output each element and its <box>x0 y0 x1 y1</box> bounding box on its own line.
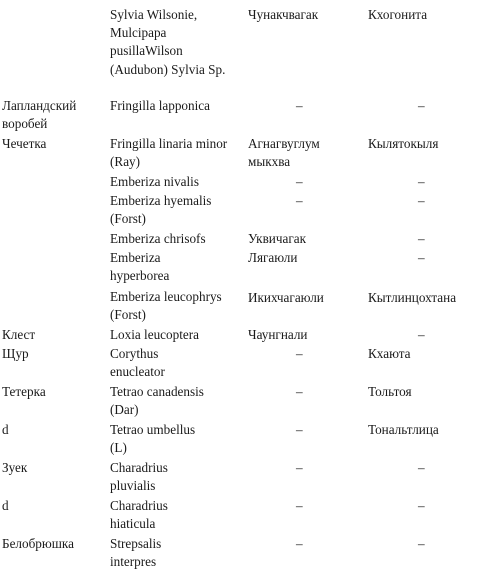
native-name-1: – <box>296 193 303 208</box>
native-name-2: Кытлинцохтана <box>368 290 457 305</box>
native-name-2: – <box>418 498 425 513</box>
russian-name: Тетерка <box>2 384 46 399</box>
russian-name: Белобрюшка <box>2 536 74 551</box>
native-name-2: – <box>418 231 425 246</box>
russian-name: Зуек <box>2 460 28 475</box>
latin-name: Strepsalis interpres <box>110 536 162 570</box>
native-name-2: – <box>418 174 425 189</box>
russian-name: d <box>2 498 9 513</box>
latin-name: Tetrao canadensis (Dar) <box>110 384 204 418</box>
native-name-2: – <box>418 250 425 265</box>
latin-name: Tetrao umbellus (L) <box>110 422 196 456</box>
latin-name: Emberiza hyperborea <box>110 250 170 284</box>
latin-name: Fringilla linaria minor (Ray) <box>110 136 228 170</box>
latin-name: Emberiza leucophrys (Forst) <box>110 289 222 323</box>
native-name-1: – <box>296 498 303 513</box>
native-name-1: – <box>296 346 303 361</box>
native-name-2: – <box>418 536 425 551</box>
native-name-1: Чаунгнали <box>248 327 308 342</box>
native-name-1: Икихчагаюли <box>248 290 324 305</box>
native-name-2: – <box>418 327 425 342</box>
latin-name: Charadrius hiaticula <box>110 498 168 532</box>
native-name-1: Чунакчвагак <box>248 7 319 22</box>
native-name-1: – <box>296 422 303 437</box>
latin-name: Emberiza chrisofs <box>110 231 206 246</box>
russian-name: d <box>2 422 9 437</box>
latin-name: Emberiza hyemalis (Forst) <box>110 193 212 227</box>
native-name-1: Агнагвуглум мыкхва <box>248 136 320 170</box>
native-name-1: – <box>296 536 303 551</box>
native-name-1: Уквичагак <box>248 231 307 246</box>
latin-name: Fringilla lapponica <box>110 98 210 113</box>
latin-name: Sylvia Wilsonie, Mulcipapa pusillaWilson (Audubon) Sylvia Sp. <box>110 7 226 77</box>
native-name-2: Кылятокыля <box>368 136 439 151</box>
russian-name: Лапландский воробей <box>2 98 77 132</box>
native-name-2: – <box>418 193 425 208</box>
native-name-2: Тольтоя <box>368 384 412 399</box>
latin-name: Corythus enucleator <box>110 346 165 380</box>
native-name-1: Лягаюли <box>248 250 298 265</box>
russian-name: Чечетка <box>2 136 47 151</box>
native-name-1: – <box>296 460 303 475</box>
native-name-2: – <box>418 98 425 113</box>
russian-name: Щур <box>2 346 29 361</box>
native-name-2: Тональтлица <box>368 422 439 437</box>
latin-name: Loxia leucoptera <box>110 327 199 342</box>
native-name-2: – <box>418 460 425 475</box>
latin-name: Charadrius pluvialis <box>110 460 168 494</box>
native-name-2: Кхаюта <box>368 346 411 361</box>
latin-name: Emberiza nivalis <box>110 174 199 189</box>
native-name-1: – <box>296 98 303 113</box>
native-name-2: Кхогонита <box>368 7 428 22</box>
russian-name: Клест <box>2 327 36 342</box>
native-name-1: – <box>296 174 303 189</box>
native-name-1: – <box>296 384 303 399</box>
